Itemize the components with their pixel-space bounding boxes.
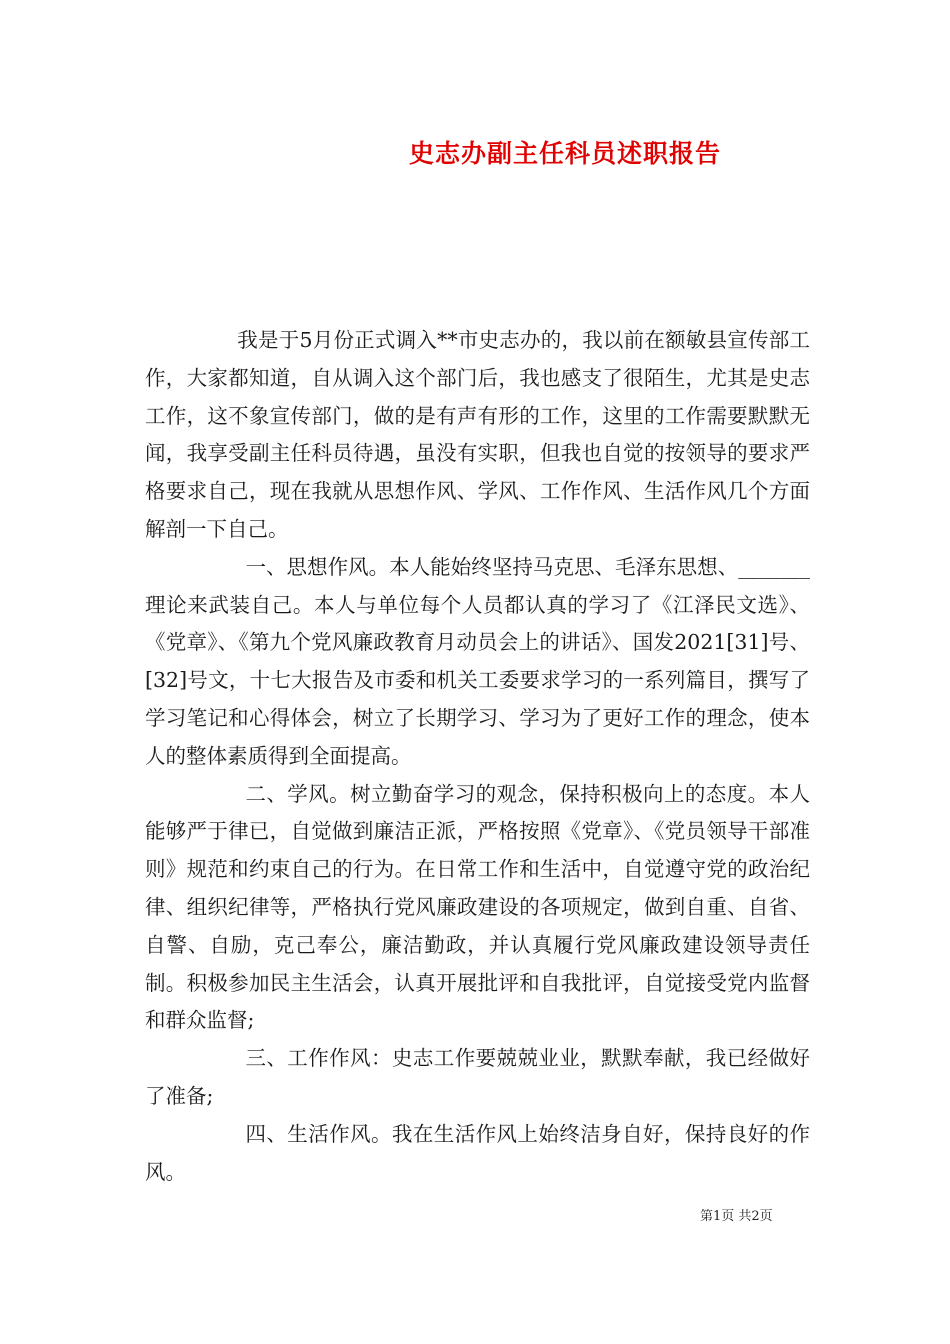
section-work-style-paragraph: 三、工作作风：史志工作要兢兢业业，默默奉献，我已经做好了准备; bbox=[145, 1046, 810, 1108]
document-body bbox=[145, 322, 810, 1191]
section-ideology-paragraph: 一、思想作风。本人能始终坚持马克思、毛泽东思想、_______理论来武装自己。本人与单位每个人员都认真的学习了《江泽民文选》、《党章》、《第九个党风廉政教育月动员会上的讲话》、国发2021[31]号、[32]号文，十七大报告及市委和机关工委要求学习的一系列篇目，撰写了学习笔记和心得体会，树立了长期学习、学习为了更好工作的理念，使本人的整体素质得到全面提高。 bbox=[145, 554, 810, 768]
intro-paragraph: 我是于5月份正式调入**市史志办的，我以前在额敏县宣传部工作，大家都知道，自从调入这个部门后，我也感支了很陌生，尤其是史志工作，这不象宣传部门，做的是有声有形的工作，这里的工作需要默默无闻，我享受副主任科员待遇，虽没有实职，但我也自觉的按领导的要求严格要求自己，现在我就从思想作风、学风、工作作风、生活作风几个方面解剖一下自己。 bbox=[145, 328, 810, 541]
section-life-style-paragraph: 四、生活作风。我在生活作风上始终洁身自好，保持良好的作风。 bbox=[145, 1121, 810, 1184]
page-number-footer: 第1页 共2页 bbox=[700, 1209, 773, 1224]
document-title: 史志办副主任科员述职报告 bbox=[408, 139, 721, 168]
section-study-style-paragraph: 二、学风。树立勤奋学习的观念，保持积极向上的态度。本人能够严于律已，自觉做到廉洁正派，严格按照《党章》、《党员领导干部准则》规范和约束自己的行为。在日常工作和生活中，自觉遵守党的政治纪律、组织纪律等，严格执行党风廉政建设的各项规定，做到自重、自省、自警、自励，克己奉公，廉洁勤政，并认真履行党风廉政建设领导责任制。积极参加民主生活会，认真开展批评和自我批评，自觉接受党内监督和群众监督; bbox=[145, 781, 810, 1033]
